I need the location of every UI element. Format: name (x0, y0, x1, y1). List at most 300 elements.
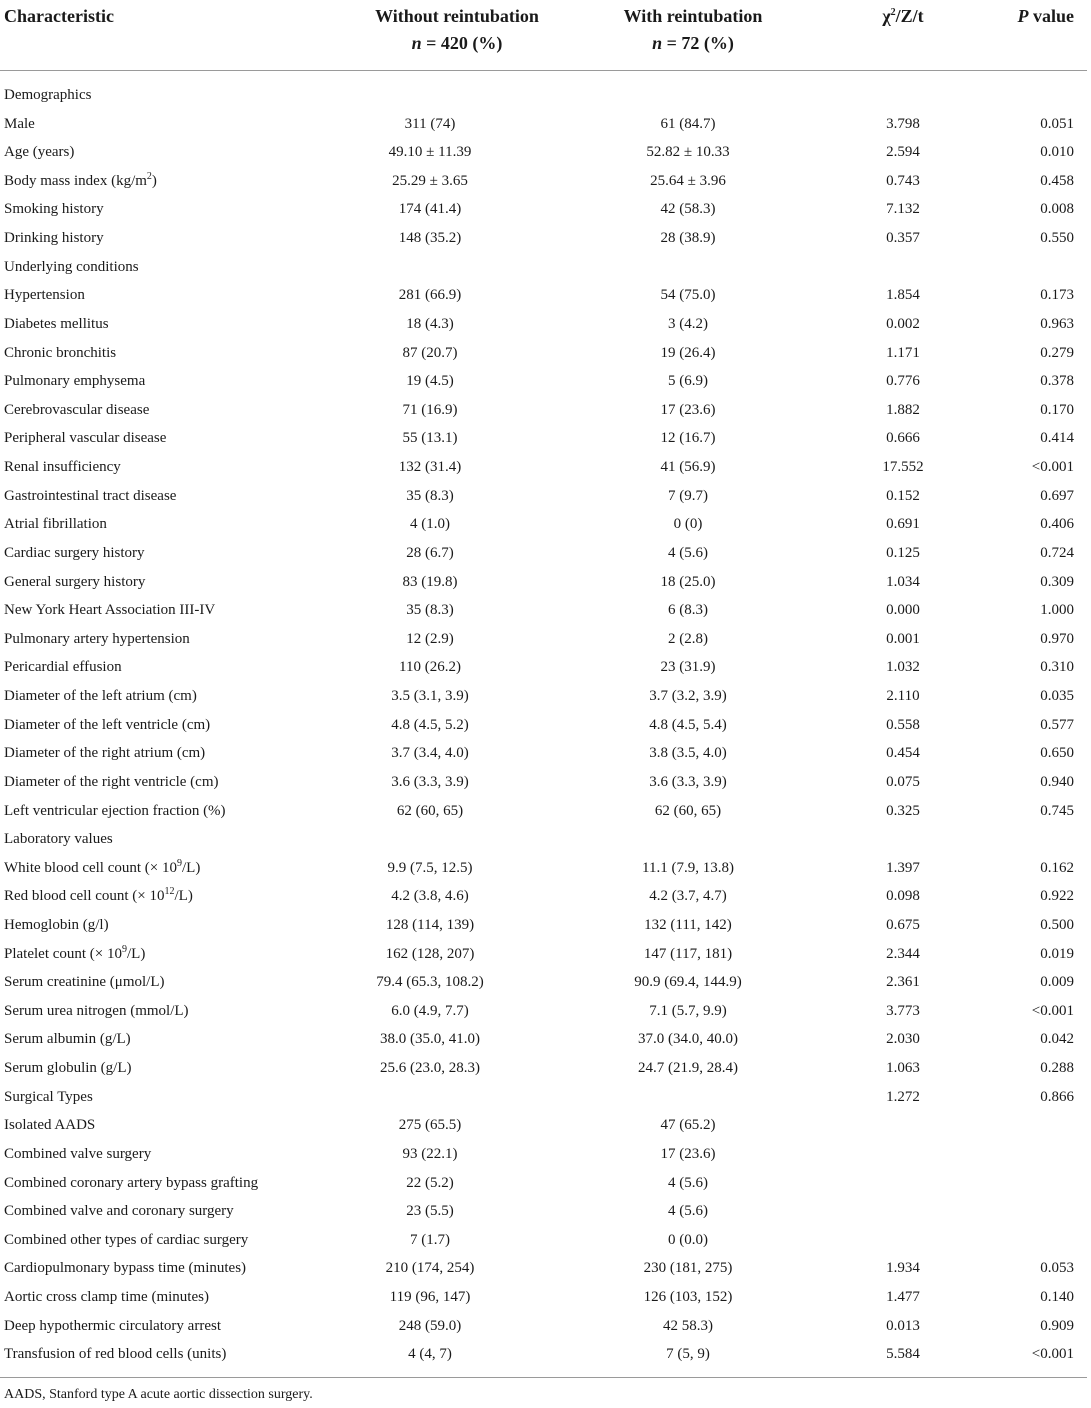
cell-statistic: 1.272 (886, 1088, 920, 1105)
table-row (0, 1197, 1091, 1226)
cell-without-reintubation: 7 (1.7) (410, 1231, 450, 1248)
cell-statistic (818, 81, 988, 110)
row-label (4, 797, 226, 826)
cell-p-value (974, 1140, 1074, 1169)
table-row (0, 138, 1091, 167)
row-label-text: Diameter of the left atrium (cm) (4, 688, 197, 705)
cell-with-reintubation: 2 (2.8) (668, 630, 708, 647)
table-row (0, 253, 1091, 282)
table-row (0, 281, 1091, 310)
row-label-text: Hemoglobin (g/l) (4, 916, 109, 933)
cell-with-reintubation: 11.1 (7.9, 13.8) (642, 859, 734, 876)
table-row (0, 1140, 1091, 1169)
row-label-text: Pericardial effusion (4, 659, 122, 676)
cell-statistic: 0.357 (886, 230, 920, 247)
table-row (0, 968, 1091, 997)
row-label-text: Gastrointestinal tract disease (4, 487, 177, 504)
cell-with-reintubation: 28 (38.9) (660, 230, 716, 247)
cell-statistic: 1.063 (886, 1060, 920, 1077)
cell-p-value (974, 253, 1074, 282)
cell-p-value: <0.001 (1031, 1002, 1074, 1019)
cell-without-reintubation: 9.9 (7.5, 12.5) (387, 859, 473, 876)
cell-statistic: 0.001 (886, 630, 920, 647)
cell-statistic: 0.776 (886, 373, 920, 390)
cell-with-reintubation: 5 (6.9) (668, 373, 708, 390)
table-row (0, 711, 1091, 740)
cell-without-reintubation: 49.10 ± 11.39 (388, 144, 472, 161)
cell-with-reintubation: 7.1 (5.7, 9.9) (649, 1002, 727, 1019)
cell-p-value: 0.310 (1040, 659, 1074, 676)
table-row (0, 682, 1091, 711)
header-p-rest: value (1028, 6, 1074, 26)
cell-p-value: 0.309 (1040, 573, 1074, 590)
cell-statistic: 0.000 (886, 602, 920, 619)
cell-statistic: 5.584 (886, 1346, 920, 1363)
cell-with-reintubation: 42 (58.3) (660, 201, 716, 218)
cell-p-value: 0.963 (1040, 315, 1074, 332)
cell-statistic: 0.098 (886, 888, 920, 905)
cell-statistic: 0.075 (886, 773, 920, 790)
row-label-text: Hypertension (4, 287, 85, 304)
table-row (0, 854, 1091, 883)
row-label (4, 1312, 221, 1341)
header-statistic (848, 3, 958, 30)
table-row (0, 1111, 1091, 1140)
table-row (0, 482, 1091, 511)
row-label-text: Renal insufficiency (4, 459, 121, 476)
row-label-text: Atrial fibrillation (4, 516, 107, 533)
cell-statistic (818, 825, 988, 854)
cell-without-reintubation: 4.2 (3.8, 4.6) (391, 888, 469, 905)
table-row (0, 997, 1091, 1026)
cell-p-value: 0.009 (1040, 974, 1074, 991)
table-row (0, 1340, 1091, 1369)
cell-p-value: 0.458 (1040, 172, 1074, 189)
row-label (4, 625, 190, 654)
row-label-text: White blood cell count (× 10 (4, 859, 177, 876)
row-label (4, 81, 91, 110)
table-row (0, 911, 1091, 940)
cell-with-reintubation: 18 (25.0) (660, 573, 716, 590)
table-row (0, 653, 1091, 682)
header-bottom-rule (0, 70, 1087, 71)
row-label-text: Surgical Types (4, 1088, 93, 1105)
cell-p-value: <0.001 (1031, 459, 1074, 476)
header-with-n-value: = 72 (%) (662, 33, 734, 53)
cell-with-reintubation: 25.64 ± 3.96 (650, 172, 726, 189)
cell-with-reintubation: 6 (8.3) (668, 602, 708, 619)
cell-without-reintubation: 210 (174, 254) (385, 1260, 475, 1277)
cell-without-reintubation: 79.4 (65.3, 108.2) (376, 974, 484, 991)
cell-without-reintubation: 87 (20.7) (402, 344, 458, 361)
row-label (4, 1197, 234, 1226)
cell-with-reintubation: 4 (5.6) (668, 1203, 708, 1220)
row-label (4, 1140, 151, 1169)
table-row (0, 825, 1091, 854)
cell-p-value (974, 1197, 1074, 1226)
row-label-superscript: 9 (177, 857, 182, 869)
row-label-text: Male (4, 115, 35, 132)
row-label-text: Combined valve and coronary surgery (4, 1203, 234, 1220)
cell-with-reintubation: 24.7 (21.9, 28.4) (638, 1060, 738, 1077)
row-label (4, 568, 145, 597)
header-statistic-chi: χ (882, 6, 891, 26)
cell-without-reintubation (297, 825, 563, 854)
cell-p-value (974, 1111, 1074, 1140)
cell-with-reintubation: 147 (117, 181) (643, 945, 733, 962)
table-row (0, 1254, 1091, 1283)
row-label-text: Pulmonary emphysema (4, 373, 146, 390)
row-label (4, 768, 219, 797)
cell-with-reintubation: 4 (5.6) (668, 544, 708, 561)
cell-statistic: 1.034 (886, 573, 920, 590)
row-label-text: Serum albumin (g/L) (4, 1031, 131, 1048)
row-label (4, 653, 122, 682)
cell-without-reintubation: 275 (65.5) (398, 1117, 462, 1134)
cell-p-value: 0.173 (1040, 287, 1074, 304)
row-label-suffix: /L) (174, 888, 193, 905)
cell-with-reintubation: 4 (5.6) (668, 1174, 708, 1191)
cell-p-value: <0.001 (1031, 1346, 1074, 1363)
cell-without-reintubation (297, 81, 563, 110)
row-label (4, 911, 109, 940)
cell-with-reintubation: 47 (65.2) (660, 1117, 716, 1134)
cell-without-reintubation: 4 (1.0) (410, 516, 450, 533)
cell-p-value: 0.724 (1040, 544, 1074, 561)
cell-with-reintubation: 54 (75.0) (660, 287, 716, 304)
row-label (4, 167, 157, 196)
cell-without-reintubation: 35 (8.3) (406, 487, 454, 504)
cell-with-reintubation: 230 (181, 275) (643, 1260, 733, 1277)
table-header (0, 0, 1091, 70)
cell-with-reintubation: 7 (9.7) (668, 487, 708, 504)
cell-p-value: 0.042 (1040, 1031, 1074, 1048)
header-statistic-sup: 2 (890, 7, 896, 18)
cell-statistic: 0.558 (886, 716, 920, 733)
row-label (4, 940, 145, 969)
table-row (0, 1054, 1091, 1083)
cell-p-value: 0.940 (1040, 773, 1074, 790)
row-label-text: Demographics (4, 87, 92, 103)
cell-without-reintubation: 83 (19.8) (402, 573, 458, 590)
row-label (4, 596, 215, 625)
table-row (0, 195, 1091, 224)
row-label (4, 482, 176, 511)
cell-without-reintubation: 55 (13.1) (402, 430, 458, 447)
cell-with-reintubation: 7 (5, 9) (666, 1346, 710, 1363)
row-label (4, 195, 104, 224)
cell-statistic: 0.013 (886, 1317, 920, 1334)
row-label-text: Diameter of the left ventricle (cm) (4, 716, 211, 733)
cell-without-reintubation: 119 (96, 147) (389, 1289, 471, 1306)
row-label (4, 739, 205, 768)
header-with-reintubation (563, 3, 823, 57)
cell-with-reintubation: 90.9 (69.4, 144.9) (634, 974, 742, 991)
cell-p-value: 0.745 (1040, 802, 1074, 819)
cell-p-value: 0.970 (1040, 630, 1074, 647)
cell-without-reintubation: 28 (6.7) (406, 544, 454, 561)
row-label (4, 682, 197, 711)
row-label-suffix: /L) (127, 945, 146, 962)
cell-without-reintubation: 19 (4.5) (406, 373, 454, 390)
row-label (4, 1054, 132, 1083)
header-with-n (563, 30, 823, 57)
cell-without-reintubation: 4 (4, 7) (408, 1346, 452, 1363)
row-label-text: Combined coronary artery bypass grafting (4, 1174, 259, 1191)
row-label (4, 825, 113, 854)
cell-without-reintubation: 25.29 ± 3.65 (392, 172, 468, 189)
cell-statistic: 1.854 (886, 287, 920, 304)
row-label-text: Cardiopulmonary bypass time (minutes) (4, 1260, 247, 1277)
table-bottom-rule (0, 1377, 1087, 1378)
cell-without-reintubation: 311 (74) (404, 115, 456, 132)
row-label-text: Cardiac surgery history (4, 544, 145, 561)
cell-statistic: 17.552 (882, 459, 924, 476)
cell-with-reintubation (555, 1083, 821, 1112)
row-label (4, 539, 145, 568)
cell-p-value (974, 1169, 1074, 1198)
cell-with-reintubation (555, 825, 821, 854)
table-row (0, 1283, 1091, 1312)
row-label (4, 424, 166, 453)
cell-without-reintubation: 4.8 (4.5, 5.2) (391, 716, 469, 733)
cell-without-reintubation: 23 (5.5) (406, 1203, 454, 1220)
row-label-text: Aortic cross clamp time (minutes) (4, 1289, 209, 1306)
row-label (4, 997, 189, 1026)
cell-p-value (974, 1226, 1074, 1255)
cell-without-reintubation: 6.0 (4.9, 7.7) (391, 1002, 469, 1019)
row-label (4, 1169, 258, 1198)
row-label (4, 253, 139, 282)
header-p-value (974, 3, 1074, 30)
cell-p-value: 0.909 (1040, 1317, 1074, 1334)
cell-with-reintubation: 126 (103, 152) (643, 1289, 733, 1306)
cell-p-value: 0.162 (1040, 859, 1074, 876)
row-label-text: Diameter of the right ventricle (cm) (4, 773, 219, 790)
cell-with-reintubation (555, 253, 821, 282)
cell-without-reintubation: 38.0 (35.0, 41.0) (380, 1031, 480, 1048)
row-label-text: Combined valve surgery (4, 1145, 152, 1162)
table-row (0, 568, 1091, 597)
row-label (4, 224, 104, 253)
cell-statistic: 1.397 (886, 859, 920, 876)
header-p-letter: P (1017, 6, 1029, 26)
table-row (0, 539, 1091, 568)
cell-without-reintubation: 248 (59.0) (398, 1317, 462, 1334)
table-row (0, 797, 1091, 826)
table-row (0, 310, 1091, 339)
cell-p-value: 0.051 (1040, 115, 1074, 132)
cell-p-value: 0.279 (1040, 344, 1074, 361)
row-label-text: Red blood cell count (× 10 (4, 888, 165, 905)
cell-without-reintubation: 162 (128, 207) (385, 945, 475, 962)
cell-p-value (974, 825, 1074, 854)
header-characteristic: Characteristic (4, 6, 114, 26)
cell-with-reintubation: 19 (26.4) (660, 344, 716, 361)
table-row (0, 625, 1091, 654)
row-label-superscript: 12 (164, 886, 175, 898)
row-label-superscript: 9 (122, 943, 128, 955)
row-label (4, 339, 116, 368)
cell-with-reintubation: 0 (0) (673, 516, 703, 533)
cell-with-reintubation (555, 81, 821, 110)
cell-without-reintubation: 35 (8.3) (406, 602, 454, 619)
cell-without-reintubation: 132 (31.4) (398, 459, 462, 476)
table-row (0, 739, 1091, 768)
cell-statistic (818, 253, 988, 282)
row-label (4, 1254, 246, 1283)
cell-statistic: 0.666 (886, 430, 920, 447)
row-label-text: Underlying conditions (4, 258, 139, 275)
row-label-text: Serum creatinine (μmol/L) (4, 974, 165, 991)
cell-with-reintubation: 3 (4.2) (668, 315, 708, 332)
cell-without-reintubation: 128 (114, 139) (385, 916, 475, 933)
cell-p-value: 0.035 (1040, 688, 1074, 705)
cell-without-reintubation: 62 (60, 65) (396, 802, 464, 819)
cell-without-reintubation: 25.6 (23.0, 28.3) (380, 1060, 480, 1077)
cell-without-reintubation: 93 (22.1) (402, 1145, 458, 1162)
row-label (4, 310, 109, 339)
row-label-text: Laboratory values (4, 831, 113, 848)
row-label-suffix: ) (151, 172, 157, 189)
row-label-suffix: /L) (182, 859, 201, 876)
row-label-text: Drinking history (4, 230, 104, 247)
cell-with-reintubation: 17 (23.6) (660, 1145, 716, 1162)
cell-p-value: 0.414 (1040, 430, 1074, 447)
header-without-n-symbol: n (411, 33, 422, 53)
row-label (4, 396, 149, 425)
cell-with-reintubation: 17 (23.6) (660, 401, 716, 418)
cell-p-value: 0.170 (1040, 401, 1074, 418)
cell-statistic (818, 1226, 988, 1255)
cell-p-value: 0.010 (1040, 144, 1074, 161)
cell-p-value: 0.866 (1040, 1088, 1074, 1105)
row-label-text: Peripheral vascular disease (4, 430, 167, 447)
cell-statistic: 1.477 (886, 1289, 920, 1306)
cell-p-value: 0.500 (1040, 916, 1074, 933)
cell-with-reintubation: 3.6 (3.3, 3.9) (649, 773, 727, 790)
cell-p-value: 0.550 (1040, 230, 1074, 247)
table-row (0, 940, 1091, 969)
table-row (0, 882, 1091, 911)
table-row (0, 110, 1091, 139)
row-label (4, 854, 200, 883)
table-row (0, 510, 1091, 539)
cell-with-reintubation: 62 (60, 65) (654, 802, 722, 819)
cell-p-value: 0.697 (1040, 487, 1074, 504)
row-label (4, 968, 165, 997)
cell-statistic: 7.132 (886, 201, 920, 218)
table-row (0, 768, 1091, 797)
row-label-text: Isolated AADS (4, 1117, 96, 1134)
cell-statistic: 0.743 (886, 172, 920, 189)
table-row (0, 1083, 1091, 1112)
cell-without-reintubation: 281 (66.9) (398, 287, 462, 304)
cell-p-value: 0.650 (1040, 745, 1074, 762)
row-label (4, 1025, 131, 1054)
table-row (0, 339, 1091, 368)
row-label-text: Deep hypothermic circulatory arrest (4, 1317, 221, 1334)
table-row (0, 453, 1091, 482)
table-row (0, 1025, 1091, 1054)
cell-without-reintubation: 3.6 (3.3, 3.9) (391, 773, 469, 790)
row-label-text: Diameter of the right atrium (cm) (4, 745, 206, 762)
row-label (4, 110, 35, 139)
cell-statistic: 2.361 (886, 974, 920, 991)
cell-statistic: 0.125 (886, 544, 920, 561)
table-row (0, 224, 1091, 253)
cell-with-reintubation: 41 (56.9) (660, 459, 716, 476)
cell-without-reintubation: 71 (16.9) (402, 401, 458, 418)
cell-statistic: 2.110 (886, 688, 920, 705)
cell-p-value: 0.577 (1040, 716, 1074, 733)
cell-statistic (818, 1197, 988, 1226)
table-row (0, 424, 1091, 453)
row-label-text: Diabetes mellitus (4, 315, 109, 332)
cell-with-reintubation: 37.0 (34.0, 40.0) (638, 1031, 738, 1048)
cell-p-value (974, 81, 1074, 110)
table-row (0, 81, 1091, 110)
cell-with-reintubation: 3.8 (3.5, 4.0) (649, 745, 727, 762)
cell-p-value: 0.053 (1040, 1260, 1074, 1277)
cell-statistic: 1.882 (886, 401, 920, 418)
table-row (0, 596, 1091, 625)
cell-statistic: 1.934 (886, 1260, 920, 1277)
row-label-text: Serum urea nitrogen (mmol/L) (4, 1002, 189, 1019)
cell-without-reintubation: 3.5 (3.1, 3.9) (391, 688, 469, 705)
row-label (4, 510, 107, 539)
row-label (4, 138, 74, 167)
table-row (0, 1169, 1091, 1198)
cell-statistic: 2.594 (886, 144, 920, 161)
row-label-text: Transfusion of red blood cells (units) (4, 1346, 227, 1363)
cell-with-reintubation: 42 58.3) (663, 1317, 713, 1334)
cell-p-value: 0.019 (1040, 945, 1074, 962)
table-row (0, 367, 1091, 396)
cell-statistic: 0.325 (886, 802, 920, 819)
row-label (4, 453, 121, 482)
row-label-text: Chronic bronchitis (4, 344, 117, 361)
row-label-text: New York Heart Association III-IV (4, 602, 216, 619)
row-label (4, 1226, 248, 1255)
cell-without-reintubation (297, 1083, 563, 1112)
cell-statistic: 3.798 (886, 115, 920, 132)
cell-without-reintubation: 148 (35.2) (398, 230, 462, 247)
cell-statistic (818, 1169, 988, 1198)
cell-p-value: 0.140 (1040, 1289, 1074, 1306)
cell-p-value: 1.000 (1040, 602, 1074, 619)
header-statistic-rest: /Z/t (895, 6, 924, 26)
row-label (4, 882, 193, 911)
cell-without-reintubation: 12 (2.9) (406, 630, 454, 647)
header-without-title: Without reintubation (375, 6, 539, 26)
cell-p-value: 0.378 (1040, 373, 1074, 390)
cell-without-reintubation: 3.7 (3.4, 4.0) (391, 745, 469, 762)
row-label (4, 367, 145, 396)
row-label-superscript: 2 (146, 170, 152, 182)
header-without-n-value: = 420 (%) (421, 33, 503, 53)
cell-statistic: 3.773 (886, 1002, 920, 1019)
header-with-title: With reintubation (623, 6, 763, 26)
cell-statistic (818, 1111, 988, 1140)
cell-p-value: 0.406 (1040, 516, 1074, 533)
cell-with-reintubation: 3.7 (3.2, 3.9) (649, 688, 727, 705)
cell-without-reintubation: 174 (41.4) (398, 201, 462, 218)
cell-p-value: 0.922 (1040, 888, 1074, 905)
table-footnote: AADS, Stanford type A acute aortic dissection surgery. (4, 1387, 313, 1402)
cell-statistic: 0.002 (886, 315, 920, 332)
row-label (4, 711, 210, 740)
